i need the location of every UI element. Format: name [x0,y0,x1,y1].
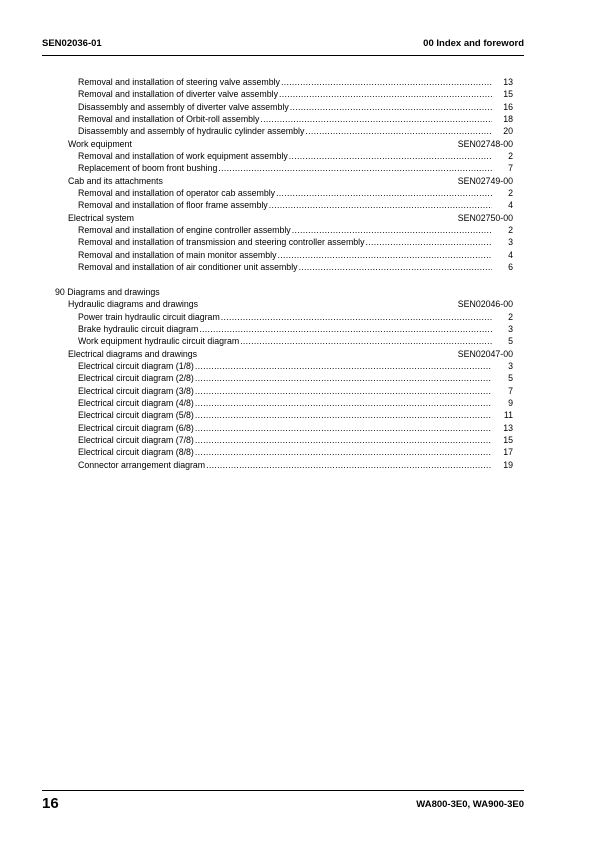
dot-leader [195,385,492,397]
toc-entry [0,459,513,471]
toc-group-heading [0,138,513,150]
toc-entry-page: 2 [508,311,513,322]
dot-leader [305,125,492,137]
toc-entry [0,335,513,347]
toc-entry-page: 11 [503,410,513,421]
toc-entry [0,150,513,162]
toc-entry [0,434,513,446]
dot-leader [281,76,492,88]
toc-entry-title: Removal and installation of Orbit-roll assembly [78,114,260,125]
toc-group-code: SEN02748-00 [457,138,513,149]
toc-entry-title: Electrical circuit diagram (3/8) [78,385,194,396]
toc-entry-title: Brake hydraulic circuit diagram [78,323,199,334]
toc-entry-title: Removal and installation of main monitor assembly [78,249,277,260]
page-header [42,38,524,50]
toc-entry-title: Electrical circuit diagram (5/8) [78,410,194,421]
dot-leader [269,199,492,211]
footer-divider [42,790,524,791]
toc-group-title: Electrical system [68,212,134,223]
dot-leader [299,261,492,273]
toc-entry [0,360,513,372]
toc-entry-title: Replacement of boom front bushing [78,163,218,174]
toc-group-title: Work equipment [68,138,132,149]
dot-leader [221,311,492,323]
toc-group-code: SEN02750-00 [457,212,513,223]
dot-leader [195,422,492,434]
toc-entry-page: 15 [503,434,513,445]
toc-entry-title: Electrical circuit diagram (2/8) [78,373,194,384]
toc-entry-page: 4 [508,249,513,260]
toc-entry [0,113,513,125]
page-number: 16 [42,795,59,812]
dot-leader [195,446,492,458]
toc-group-title: Electrical diagrams and drawings [68,348,198,359]
dot-leader [240,335,492,347]
toc-group-heading [0,175,513,187]
toc-entry [0,249,513,261]
toc-entry-title: Electrical circuit diagram (7/8) [78,434,194,445]
toc-entry [0,372,513,384]
header-divider [42,55,524,56]
toc-entry [0,162,513,174]
toc-section-heading: 90 Diagrams and drawings [55,286,160,297]
toc-entry-page: 15 [503,89,513,100]
toc-group-heading [0,298,513,310]
chapter-title: 00 Index and foreword [423,38,524,49]
toc-entry-page: 17 [503,447,513,458]
toc-entry-title: Removal and installation of air conditioner unit assembly [78,262,298,273]
dot-leader [195,409,492,421]
toc-entry-page: 9 [508,397,513,408]
toc-entry-title: Disassembly and assembly of diverter valve assembly [78,101,289,112]
toc-entry-page: 2 [508,151,513,162]
toc-entry [0,76,513,88]
toc-entry-page: 7 [508,385,513,396]
toc-entry [0,224,513,236]
toc-entry-title: Removal and installation of steering valve assembly [78,77,280,87]
dot-leader [206,459,492,471]
toc-entry-title: Disassembly and assembly of hydraulic cylinder assembly [78,126,305,137]
toc-entry-title: Removal and installation of operator cab assembly [78,188,276,199]
toc-entry-page: 19 [503,459,513,470]
toc-entry-page: 5 [508,336,513,347]
toc-entry [0,88,513,100]
toc-group-code: SEN02046-00 [457,299,513,310]
toc-entry [0,187,513,199]
dot-leader [276,187,492,199]
toc-entry-page: 18 [503,114,513,125]
toc-group-title: Cab and its attachments [68,175,163,186]
toc-group-heading [0,348,513,360]
toc-entry [0,101,513,113]
toc-entry-page: 13 [503,422,513,433]
toc-group-code: SEN02749-00 [457,175,513,186]
toc-entry [0,311,513,323]
dot-leader [218,162,492,174]
dot-leader [199,323,492,335]
toc-entry-page: 20 [503,126,513,137]
dot-leader [195,434,492,446]
toc-entry-page: 5 [508,373,513,384]
toc-entry [0,261,513,273]
dot-leader [195,397,492,409]
dot-leader [195,372,492,384]
toc-entry-page: 3 [508,360,513,371]
dot-leader [289,150,492,162]
toc-entry [0,199,513,211]
machine-model: WA800-3E0, WA900-3E0 [416,799,524,810]
toc-entry-page: 2 [508,188,513,199]
toc-entry-page: 16 [503,101,513,112]
toc-group-heading [0,212,513,224]
table-of-contents [0,76,595,471]
toc-entry-title: Work equipment hydraulic circuit diagram [78,336,240,347]
toc-entry-page: 4 [508,200,513,211]
dot-leader [195,360,492,372]
toc-entry [0,446,513,458]
toc-group-title: Hydraulic diagrams and drawings [68,299,199,310]
toc-entry-title: Removal and installation of floor frame assembly [78,200,268,211]
toc-entry [0,236,513,248]
toc-entry-title: Electrical circuit diagram (4/8) [78,397,194,408]
toc-entry-page: 2 [508,225,513,236]
toc-entry-title: Removal and installation of work equipment assembly [78,151,288,162]
toc-spacer [0,274,595,286]
toc-entry-title: Power train hydraulic circuit diagram [78,311,220,322]
toc-entry [0,397,513,409]
toc-entry-page: 6 [508,262,513,273]
toc-entry-page: 13 [503,77,513,87]
toc-entry [0,125,513,137]
toc-group-code: SEN02047-00 [457,348,513,359]
toc-entry [0,422,513,434]
toc-entry-page: 3 [508,237,513,248]
dot-leader [279,88,492,100]
toc-entry [0,409,513,421]
toc-entry [0,385,513,397]
toc-entry-title: Removal and installation of diverter valve assembly [78,89,278,100]
toc-entry-title: Removal and installation of transmission and steering controller assembly [78,237,365,248]
toc-entry-title: Electrical circuit diagram (6/8) [78,422,194,433]
toc-entry-title: Removal and installation of engine controller assembly [78,225,291,236]
toc-entry-title: Electrical circuit diagram (8/8) [78,447,194,458]
toc-entry-title: Electrical circuit diagram (1/8) [78,360,194,371]
dot-leader [278,249,492,261]
toc-entry-page: 3 [508,323,513,334]
toc-entry-page: 7 [508,163,513,174]
dot-leader [260,113,492,125]
dot-leader [366,236,492,248]
toc-entry [0,323,513,335]
dot-leader [292,224,492,236]
dot-leader [290,101,492,113]
toc-entry-title: Connector arrangement diagram [78,459,206,470]
document-code: SEN02036-01 [42,38,102,49]
